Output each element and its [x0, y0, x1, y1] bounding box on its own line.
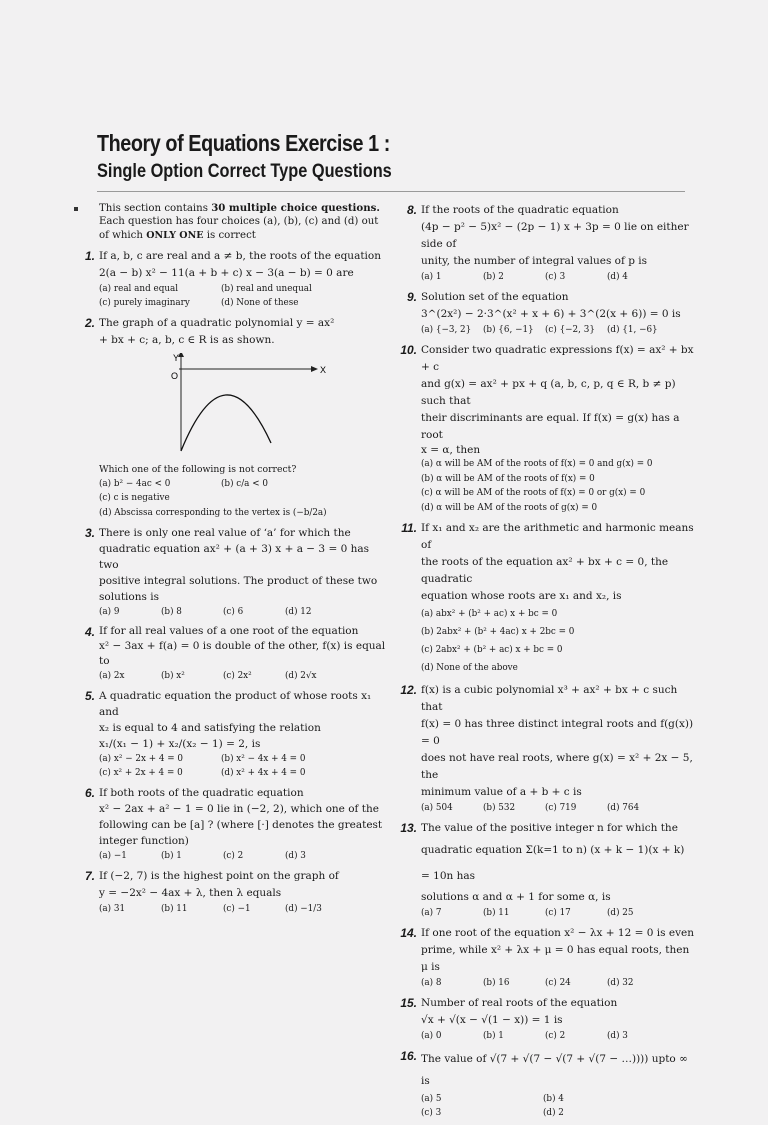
option-a: (a) b² − 4ac < 0: [99, 478, 171, 489]
option-c: (c) 2x²: [223, 671, 252, 682]
question-15: 15. Number of real roots of the equation √x + √(x − √(1 − x)) = 1 is (a) 0 (b) 1 (c) 2 (d) 3: [396, 995, 696, 1043]
option-d: (d) Abscissa corresponding to the vertex is (−b/2a): [99, 507, 327, 518]
option-c: (c) 6: [223, 607, 244, 618]
option-a: (a) 5: [421, 1094, 442, 1104]
option-a: (a) −1: [99, 851, 127, 862]
option-c: (c) purely imaginary: [99, 297, 190, 308]
option-b: (b) 16: [483, 978, 510, 988]
option-b: (b) 2: [483, 272, 504, 282]
option-a: (a) 2x: [99, 671, 125, 682]
question-4: 4. If for all real values of a one root of the equation x² − 3ax + f(a) = 0 is double of the other, f(x) is equal to (a) 2x (b) x² (c) 2x² (d) 2√x: [84, 625, 386, 682]
option-d: (d) 25: [607, 908, 634, 918]
option-b: (b) 11: [483, 908, 510, 918]
y-axis-label: Y: [173, 352, 180, 363]
option-d: (d) 2√x: [285, 671, 317, 682]
origin-label: O: [171, 370, 179, 381]
question-12: 12. f(x) is a cubic polynomial x³ + ax² + bx + c such that f(x) = 0 has three distinct integral roots and f(g(x)) = 0 does not have real roots, where g(x) = x² + 2x − 5, the minimum value of a + b + c is (a) 504 (b) 532 (c) 719 (d) 764: [400, 683, 694, 813]
option-d: (d) 764: [607, 803, 640, 813]
option-b: (b) 8: [161, 607, 182, 618]
question-16: 16. The value of √(7 + √(7 − √(7 + √(7 − …)))) upto ∞ is (a) 5 (b) 4 (c) 3 (d) 2: [400, 1049, 688, 1118]
option-a: (a) real and equal: [99, 283, 179, 294]
option-d: (d) 3: [607, 1031, 628, 1041]
question-7: 7. If (−2, 7) is the highest point on the graph of y = −2x² − 4ax + λ, then λ equals (a) 31 (b) 11 (c) −1 (d) −1/3: [74, 868, 386, 916]
option-c: (c) α will be AM of the roots of f(x) = 0 or g(x) = 0: [421, 488, 646, 498]
x-axis-label: X: [320, 364, 327, 375]
option-c: (c) x² + 2x + 4 = 0: [99, 768, 183, 779]
option-c: (c) c is negative: [99, 493, 170, 504]
option-a: (a) 7: [421, 908, 442, 918]
option-b: (b) 11: [161, 904, 188, 915]
option-a: (a) 9: [99, 607, 120, 618]
left-column: [74, 202, 386, 921]
option-b: (b) x²: [161, 671, 185, 682]
option-d: (d) {1, −6}: [607, 325, 658, 335]
page-subtitle: Single Option Correct Type Questions: [97, 161, 392, 182]
option-d: (d) None of the above: [421, 663, 518, 673]
page-title: Theory of Equations Exercise 1 :: [97, 130, 390, 156]
option-c: (c) 2: [223, 851, 244, 862]
option-c: (c) 2: [545, 1031, 566, 1041]
option-a: (a) abx² + (b² + ac) x + bc = 0: [421, 609, 558, 619]
title-divider: [97, 191, 685, 192]
option-b: (b) 2abx² + (b² + 4ac) x + 2bc = 0: [421, 627, 575, 637]
option-d: (d) 2: [543, 1108, 564, 1118]
option-c: (c) 719: [545, 803, 577, 813]
option-b: (b) x² − 4x + 4 = 0: [221, 754, 306, 765]
option-b: (b) c/a < 0: [221, 478, 268, 489]
option-a: (a) 0: [421, 1031, 442, 1041]
option-d: (d) 12: [285, 607, 312, 618]
option-c: (c) 17: [545, 908, 571, 918]
option-b: (b) real and unequal: [221, 283, 312, 294]
option-b: (b) 4: [543, 1094, 564, 1104]
option-b: (b) 1: [161, 851, 182, 862]
option-d: (d) α will be AM of the roots of g(x) = 0: [421, 502, 598, 513]
option-c: (c) 2abx² + (b² + ac) x + bc = 0: [421, 645, 563, 655]
option-c: (c) −1: [223, 904, 251, 915]
option-b: (b) 532: [483, 803, 516, 813]
option-a: (a) x² − 2x + 4 = 0: [99, 754, 184, 765]
option-c: (c) 3: [545, 272, 566, 282]
option-d: (d) 3: [285, 851, 306, 862]
option-b: (b) 1: [483, 1031, 504, 1041]
question-5: 5. A quadratic equation the product of whose roots x₁ and x₂ is equal to 4 and satisfying the relation x₁/(x₁ − 1) + x₂/(x₂ − 1) = 2, is (a) x² − 2x + 4 = 0 (b) x² − 4x + 4 = 0 (c) x² + 2x + 4 = 0 (d) x² + 4x + 4 = 0: [84, 689, 372, 779]
option-a: (a) α will be AM of the roots of f(x) = 0 and g(x) = 0: [421, 459, 653, 469]
option-a: (a) {−3, 2}: [421, 325, 472, 335]
option-a: (a) 8: [421, 978, 442, 988]
option-d: (d) 32: [607, 978, 634, 988]
question-13: 13. The value of the positive integer n for which the quadratic equation Σ(k=1 to n) (x + k − 1)(x + k) = 10n has solutions α and α + 1 for some α, is (a) 7 (b) 11 (c) 17 (d) 25: [400, 821, 685, 918]
option-d: (d) None of these: [221, 297, 299, 308]
section-intro: This section contains 30 multiple choice questions. Each question has four choices (a), (b), (c) and (d) out of which ONLY ONE is correct: [74, 202, 386, 242]
question-1: 1. If a, b, c are real and a ≠ b, the roots of the equation 2(a − b) x² − 11(a + b + c) x − 3(a − b) = 0 are (a) real and equal (b) real and unequal (c) purely imaginary (d) None of these: [84, 248, 381, 308]
bullet-square-icon: [74, 207, 78, 211]
question-10: 10. Consider two quadratic expressions f(x) = ax² + bx + c and g(x) = ax² + px + q (a, b, c, p, q ∈ R, b ≠ p) such that their discriminants are equal. If f(x) = g(x) has a root x = α, then (a) α will be AM of the roots of f(x) = 0 and g(x) = 0 (b) α will be AM of the roots of f(x) = 0 (c) α will be AM of the roots of f(x) = 0 or g(x) = 0 (d) α will be AM of the roots of g(x) = 0: [396, 342, 696, 515]
option-a: (a) 31: [99, 904, 126, 915]
option-d: (d) −1/3: [285, 904, 322, 915]
question-9: 9. Solution set of the equation 3^(2x²) − 2·3^(x² + x + 6) + 3^(2(x + 6)) = 0 is (a) {−3, 2} (b) {6, −1} (c) {−2, 3} (d) {1, −6}: [406, 290, 681, 335]
option-d: (d) x² + 4x + 4 = 0: [221, 768, 306, 779]
question-2: 2. The graph of a quadratic polynomial y = ax² + bx + c; a, b, c ∈ R is as shown. Y O X Which one of the following is not correct? (a) b² − 4ac < 0 (b) c/a < 0 (c) c is negative (d) Abscissa corresponding to the vertex is (−b/2a): [74, 315, 386, 521]
question-3: 3. There is only one real value of ‘a’ for which the quadratic equation ax² + (a + 3) x + a − 3 = 0 has two positive integral solutions. The product of these two solutions is (a) 9 (b) 8 (c) 6 (d) 12: [84, 526, 378, 618]
option-c: (c) 3: [421, 1108, 442, 1118]
question-14: 14. If one root of the equation x² − λx + 12 = 0 is even prime, while x² + λx + μ = 0 has equal roots, then μ is (a) 8 (b) 16 (c) 24 (d) 32: [400, 926, 694, 988]
question-6: 6. If both roots of the quadratic equation x² − 2ax + a² − 1 = 0 lie in (−2, 2), which one of the following can be [a] ? (where [·] denotes the greatest integer function) (a) −1 (b) 1 (c) 2 (d) 3: [84, 786, 383, 862]
option-c: (c) 24: [545, 978, 571, 988]
question-11: 11. If x₁ and x₂ are the arithmetic and harmonic means of the roots of the equation ax² + bx + c = 0, the quadratic equation whose roots are x₁ and x₂, is (a) abx² + (b² + ac) x + bc = 0 (b) 2abx² + (b² + 4ac) x + 2bc = 0 (c) 2abx² + (b² + ac) x + bc = 0 (d) None of the above: [396, 520, 696, 677]
option-c: (c) {−2, 3}: [545, 325, 595, 335]
option-b: (b) α will be AM of the roots of f(x) = 0: [421, 473, 595, 484]
right-column: [396, 202, 696, 1125]
parabola-graph: [121, 353, 331, 453]
option-d: (d) 4: [607, 272, 628, 282]
option-b: (b) {6, −1}: [483, 325, 534, 335]
option-a: (a) 1: [421, 272, 442, 282]
option-a: (a) 504: [421, 803, 453, 813]
question-8: 8. If the roots of the quadratic equation (4p − p² − 5)x² − (2p − 1) x + 3p = 0 lie on either side of unity, the number of integral values of p is (a) 1 (b) 2 (c) 3 (d) 4: [406, 203, 689, 282]
